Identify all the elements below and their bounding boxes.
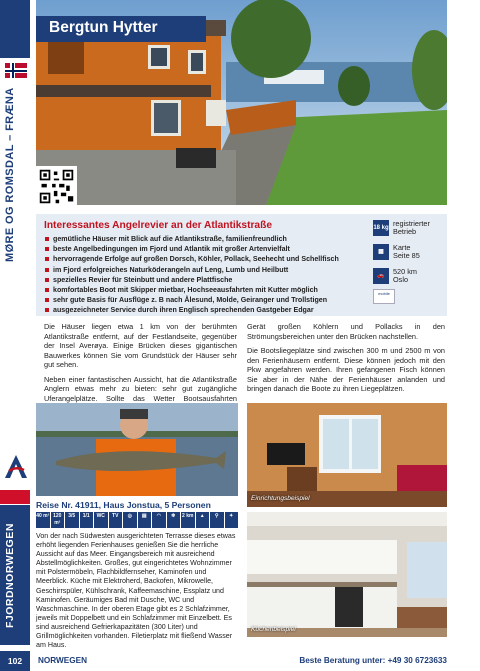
region-label: MØRE OG ROMSDAL – FRÆNA xyxy=(4,87,16,263)
spine-top-band xyxy=(0,0,30,58)
norway-flag-icon xyxy=(5,63,27,78)
fact-distance xyxy=(373,268,445,290)
pet-icon: ✦ xyxy=(225,512,239,528)
title-band xyxy=(36,16,206,42)
tv-icon: TV xyxy=(109,512,123,528)
page-title: Bergtun Hytter xyxy=(49,19,158,36)
fact-line: Oslo xyxy=(393,275,409,285)
feature-list xyxy=(44,234,364,316)
list-item: sehr gute Basis für Ausflüge z. B nach Ålesund, Molde, Geiranger und Trollstigen xyxy=(44,295,364,305)
fact-line: Betrieb xyxy=(393,227,417,237)
kitchen-photo xyxy=(247,512,447,637)
paragraph: Neben einer fantastischen Aussicht, hat die Atlantikstraße Anglern etwas mehr zu bieten: sehr gut zugängliche Uferangelplätze. Sollte das Wetter Bootsausfahrten xyxy=(44,374,237,403)
mobile-badge-icon: mobile xyxy=(373,289,395,304)
photo-caption: Küchenbeispiel xyxy=(251,626,296,633)
fact-line: registrierter xyxy=(393,219,430,228)
text-column-right xyxy=(247,322,445,399)
plot-icon: 120 m² xyxy=(51,512,65,528)
area-icon: 40 m² xyxy=(36,512,50,528)
angler-icon: ⚲ xyxy=(210,512,224,528)
qr-code-icon[interactable] xyxy=(36,166,77,207)
interior-photo xyxy=(247,403,447,507)
facts-column xyxy=(373,220,445,292)
car-distance-icon: 🚗 xyxy=(373,268,389,284)
footer-contact[interactable]: Beste Beratung unter: +49 30 6723633 xyxy=(299,656,447,665)
footer-region: NORWEGEN xyxy=(38,656,87,665)
fact-line: Seite 85 xyxy=(393,251,420,261)
paragraph: Die Häuser liegen etwa 1 km von der berühmten Atlantikstraße entfernt, auf der Festlandseite, gegenüber der Insel Averøya. Einige Brücken dieses gigantischen Bauwerkes können Sie vom Grundstück der Häuser sehr gut sehen. xyxy=(44,322,237,370)
trip-description: Von der nach Südwesten ausgerichteten Terrasse dieses etwas erhöht liegenden Ferienhauses genießen Sie die herrliche Aussicht auf das Meer. Eingangsbereich mit ausreichend Abstellmöglichkeiten. Großes, gut eingerichtetes Wohnzimmer mit Polstermöbeln, Flachbildfernseher, Kaminofen und Meerblick. Küche mit Elektroherd, Backofen, Mikrowelle, Geschirrspüler, Kühlschrank, Kaffeemaschine, Essplatz und Kaminofen. Geräumiges Bad mit Dusche, WC und Waschmaschine. In der oberen Etage gibt es 2 Schlafzimmer, jeweils mit Doppelbett und ein Schlafzimmer mit Einzelbett. Es sind ausreichend Gefrierkapazitäten (300 Liter) und Grillmöglichkeiten vorhanden. Filetierplatz mit fließend Wasser am Haus. xyxy=(36,532,236,650)
list-item: gemütliche Häuser mit Blick auf die Atlantikstraße, familienfreundlich xyxy=(44,234,364,244)
list-item: spezielles Revier für Steinbutt und andere Plattfische xyxy=(44,275,364,285)
bedrooms-icon: 3/5 xyxy=(65,512,79,528)
wc-icon: WC xyxy=(94,512,108,528)
panel-title: Interessantes Angelrevier an der Atlantikstraße xyxy=(44,220,272,231)
section-label: FJORDNORWEGEN xyxy=(4,523,16,629)
list-item: ausgezeichneter Service durch ihren Englisch sprechenden Gastgeber Edgar xyxy=(44,305,364,315)
page-number: 102 xyxy=(0,651,30,671)
freezer-icon: ❄ xyxy=(167,512,181,528)
fact-registered xyxy=(373,220,445,242)
washer-icon: ◎ xyxy=(123,512,137,528)
wifi-icon: ◠ xyxy=(152,512,166,528)
red-strip xyxy=(0,490,30,504)
fish-scale-icon: 18 kg xyxy=(373,220,389,236)
paragraph: Die Bootsliegeplätze sind zwischen 300 m und 2500 m von den Ferienhäusern entfernt. Diese können jedoch mit den Pkw angefahren werden. Ihren gefangenen Fisch können Sie aber in der Nähe der Ferienhäuser anlanden und bringen danach die Boote zu ihren Liegeplätzen. xyxy=(247,346,445,394)
photo-caption: Einrichtungsbeispiel xyxy=(251,495,310,502)
boat-distance-icon: 2 km xyxy=(181,512,195,528)
list-item: beste Angelbedingungen im Fjord und Atlantik mit großer Artenvielfalt xyxy=(44,244,364,254)
list-item: komfortables Boot mit Skipper mietbar, Hochseeausfahrten mit Kutter möglich xyxy=(44,285,364,295)
bath-icon: 1/1 xyxy=(80,512,94,528)
map-icon: ▦ xyxy=(373,244,389,260)
angler-photo xyxy=(36,403,238,496)
amenity-icons xyxy=(36,512,238,528)
fire-icon: ▲ xyxy=(196,512,210,528)
list-item: im Fjord erfolgreiches Naturköderangeln auf Leng, Lumb und Heilbutt xyxy=(44,265,364,275)
paragraph: Gerät großen Köhlern und Pollacks in den Strömungsbereichen unter den Brücken nachstellen. xyxy=(247,322,445,341)
fact-line: Karte xyxy=(393,243,411,252)
list-item: hervorragende Erfolge auf großen Dorsch, Köhler, Pollack, Seehecht und Schellfisch xyxy=(44,254,364,264)
fact-line: 520 km xyxy=(393,267,417,276)
trip-title: Reise Nr. 41911, Haus Jonstua, 5 Personen xyxy=(36,500,211,510)
brand-logo-icon xyxy=(3,452,29,482)
dishwasher-icon: ▤ xyxy=(138,512,152,528)
fact-map xyxy=(373,244,445,266)
